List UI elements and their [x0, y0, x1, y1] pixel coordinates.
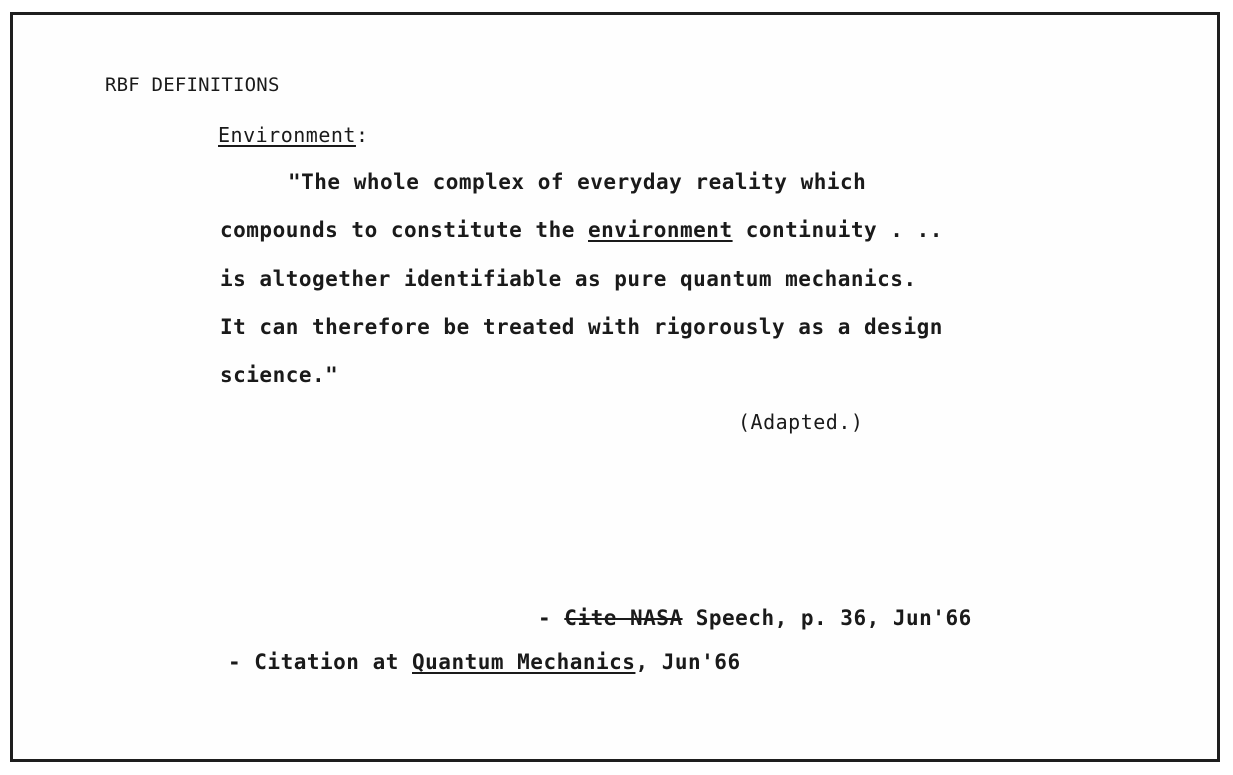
adapted-note: (Adapted.)	[738, 410, 864, 434]
quote-line-3: is altogether identifiable as pure quantum mechanics.	[220, 267, 917, 291]
term-colon: :	[355, 123, 369, 147]
quote-line-2-pre: compounds to constitute the	[220, 218, 589, 242]
citation-link-text: Quantum Mechanics	[412, 650, 636, 674]
citation-line	[228, 650, 741, 674]
source-struck-text: Cite NASA	[564, 606, 683, 630]
quote-line-5: science."	[220, 363, 339, 387]
quote-underlined-term: environment	[588, 218, 733, 242]
source-dash: -	[538, 606, 565, 630]
citation-pre: - Citation at	[228, 650, 413, 674]
term-label: Environment	[218, 123, 356, 147]
quote-line-4: It can therefore be treated with rigorously as a design	[220, 315, 943, 339]
citation-post: , Jun'66	[635, 650, 741, 674]
quote-line-2-post: continuity . ..	[732, 218, 943, 242]
source-line	[538, 606, 972, 630]
quote-line-2	[220, 218, 943, 242]
definition-term	[218, 123, 369, 147]
source-rest: Speech, p. 36, Jun'66	[682, 606, 972, 630]
page-heading: RBF DEFINITIONS	[105, 74, 280, 96]
quote-line-1: "The whole complex of everyday reality which	[288, 170, 867, 194]
